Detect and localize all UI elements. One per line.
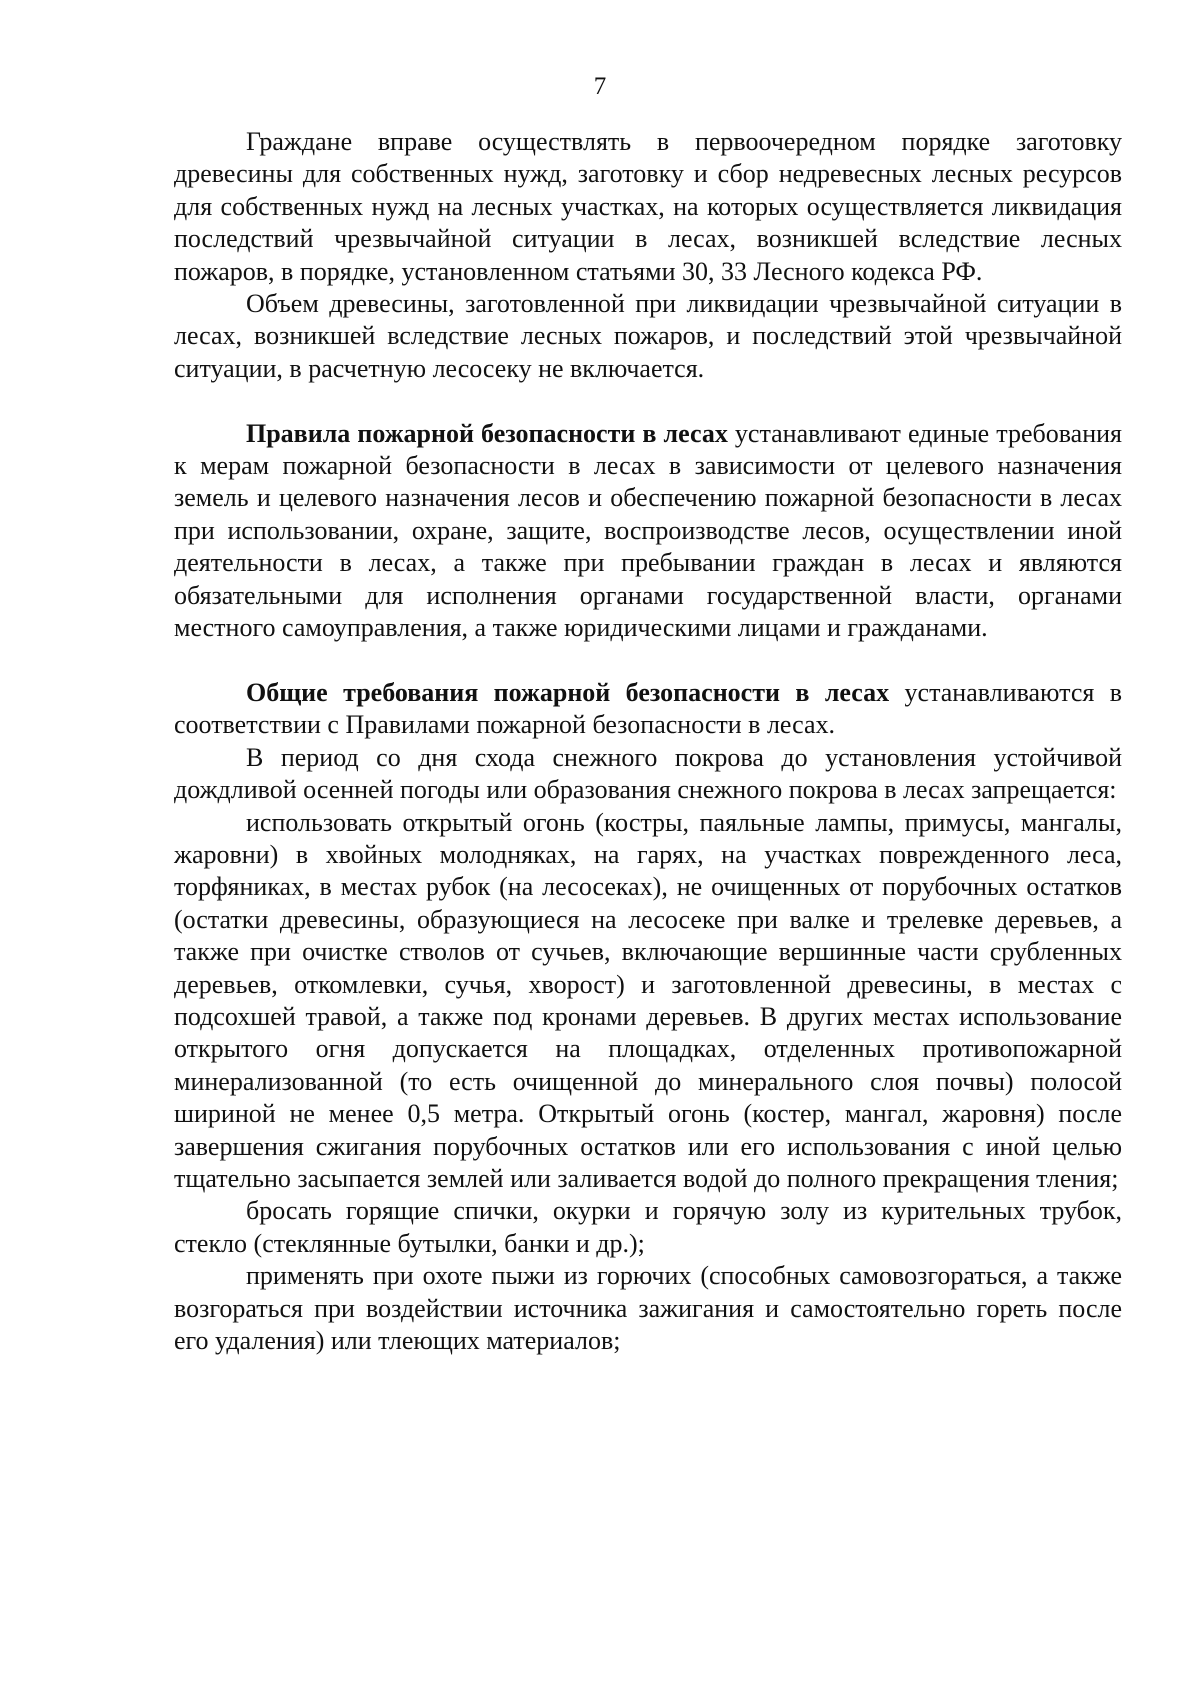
list-item-matches: бросать горящие спички, окурки и горячую золу из курительных трубок, стекло (стеклянные бутылки, банки и др.);: [174, 1196, 1122, 1258]
heading-fire-safety-rules: Правила пожарной безопасности в лесах: [246, 418, 728, 448]
paragraph-fire-safety-rules-text: устанавливают единые требования к мерам пожарной безопасности в лесах в зависимости от целевого назначения земель и целевого назначения лесов и обеспечению пожарной безопасности в лесах при использовании, охране, защите, воспроизводстве лесов, осуществлении иной деятельности в лесах, а также при пребывании граждан в лесах и являются обязательными для исполнения органами государственной власти, органами местного самоуправления, а также юридическими лицами и гражданами.: [174, 418, 1122, 643]
paragraph-wood-volume: Объем древесины, заготовленной при ликвидации чрезвычайной ситуации в лесах, возникшей вследствие лесных пожаров, и последствий этой чрезвычайной ситуации, в расчетную лесосеку не включается.: [174, 289, 1122, 383]
paragraph-general-requirements: [174, 677, 1122, 742]
paragraph-fire-safety-rules: [174, 418, 1122, 645]
document-body: [174, 126, 1122, 1357]
paragraph-general-requirements-text: устанавливаются в соответствии с Правилами пожарной безопасности в лесах.: [174, 677, 1122, 740]
paragraph-gap: [174, 385, 1122, 417]
heading-general-requirements: Общие требования пожарной безопасности в лесах: [246, 677, 890, 707]
list-item-open-fire: использовать открытый огонь (костры, паяльные лампы, примусы, мангалы, жаровни) в хвойных молодняках, на гарях, на участках поврежденного леса, торфяниках, в местах рубок (на лесосеках), не очищенных от порубочных остатков (остатки древесины, образующиеся на лесосеке при валке и трелевке деревьев, а также при очистке стволов от сучьев, включающие вершинные части срубленных деревьев, откомлевки, сучья, хворост) и заготовленной древесины, в местах с подсохшей травой, а также под кронами деревьев. В других местах использование открытого огня допускается на площадках, отделенных противопожарной минерализованной (то есть очищенной до минерального слоя почвы) полосой шириной не менее 0,5 метра. Открытый огонь (костер, мангал, жаровня) после завершения сжигания порубочных остатков или его использования с иной целью тщательно засыпается землей или заливается водой до полного прекращения тления;: [174, 807, 1122, 1193]
paragraph-citizens-rights: Граждане вправе осуществлять в первоочередном порядке заготовку древесины для собственных нужд, заготовку и сбор недревесных лесных ресурсов для собственных нужд на лесных участках, на которых осуществляется ликвидация последствий чрезвычайной ситуации в лесах, возникшей вследствие лесных пожаров, в порядке, установленном статьями 30, 33 Лесного кодекса РФ.: [174, 127, 1122, 286]
list-item-wads: применять при охоте пыжи из горючих (способных самовозгораться, а также возгораться при воздействии источника зажигания и самостоятельно гореть после его удаления) или тлеющих материалов;: [174, 1261, 1122, 1355]
page-number: 7: [593, 73, 607, 100]
paragraph-prohibition-period: В период со дня схода снежного покрова до установления устойчивой дождливой осенней погоды или образования снежного покрова в лесах запрещается:: [174, 742, 1122, 805]
paragraph-gap: [174, 644, 1122, 676]
